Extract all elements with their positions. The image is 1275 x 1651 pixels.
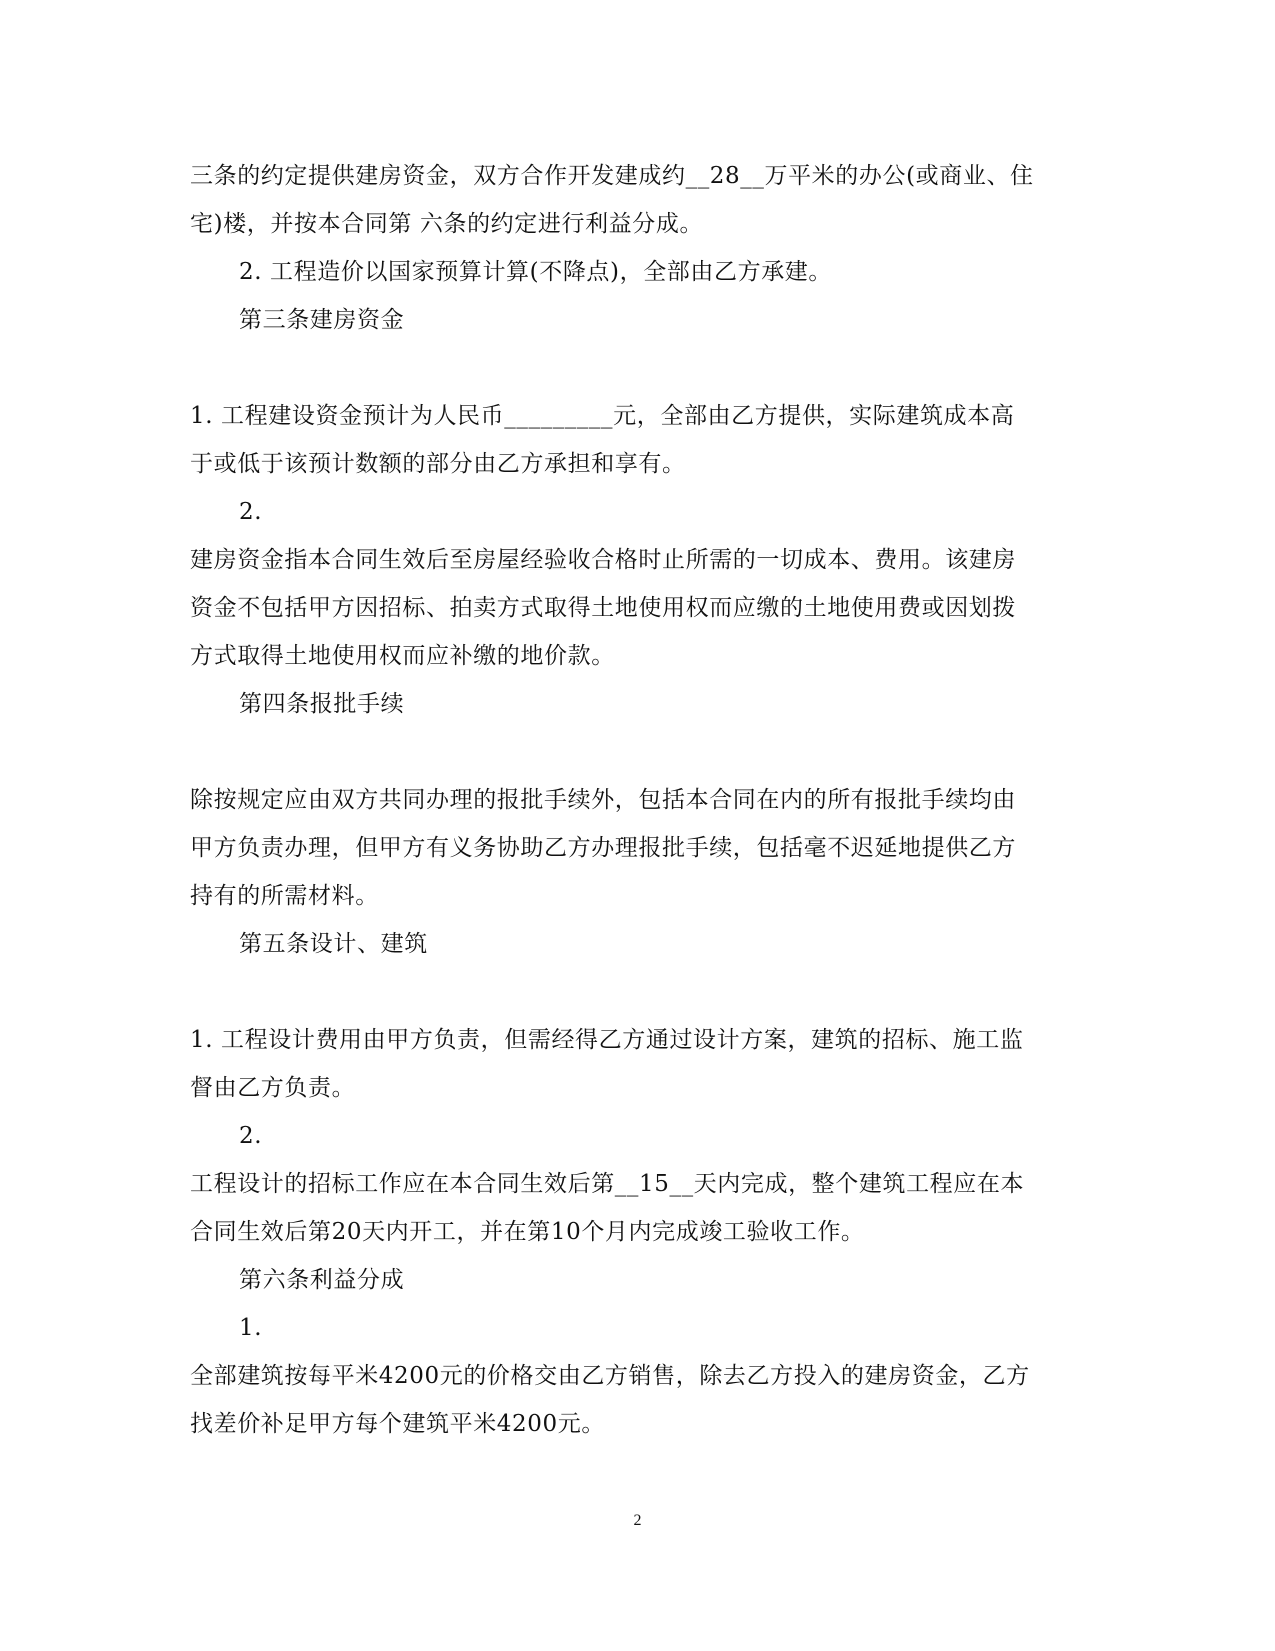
paragraph-line: 持有的所需材料。 — [190, 883, 379, 909]
clause-number: 2. — [239, 1123, 263, 1149]
paragraph-line: 建房资金指本合同生效后至房屋经验收合格时止所需的一切成本、费用。该建房 — [190, 547, 1016, 573]
paragraph-line: 合同生效后第20天内开工，并在第10个月内完成竣工验收工作。 — [190, 1219, 865, 1245]
section-heading: 第五条设计、建筑 — [239, 931, 428, 957]
clause-number: 1. — [239, 1315, 263, 1341]
paragraph-line: 宅)楼，并按本合同第 六条的约定进行利益分成。 — [190, 211, 704, 237]
paragraph-line: 找差价补足甲方每个建筑平米4200元。 — [190, 1411, 605, 1437]
blank-line — [190, 728, 1070, 776]
paragraph-line: 工程设计的招标工作应在本合同生效后第__15__天内完成，整个建筑工程应在本 — [190, 1171, 1025, 1197]
paragraph-line: 甲方负责办理，但甲方有义务协助乙方办理报批手续，包括毫不迟延地提供乙方 — [190, 835, 1016, 861]
paragraph-line: 于或低于该预计数额的部分由乙方承担和享有。 — [190, 451, 686, 477]
paragraph-line: 三条的约定提供建房资金，双方合作开发建成约__28__万平米的办公(或商业、住 — [190, 163, 1034, 189]
paragraph-line: 方式取得土地使用权而应补缴的地价款。 — [190, 643, 615, 669]
blank-line — [190, 344, 1070, 392]
paragraph-line: 全部建筑按每平米4200元的价格交由乙方销售，除去乙方投入的建房资金，乙方 — [190, 1363, 1030, 1389]
paragraph-line: 督由乙方负责。 — [190, 1075, 356, 1101]
document-body — [190, 152, 1070, 1448]
paragraph-line: 资金不包括甲方因招标、拍卖方式取得土地使用权而应缴的土地使用费或因划拨 — [190, 595, 1016, 621]
clause-item: 2. 工程造价以国家预算计算(不降点)，全部由乙方承建。 — [239, 259, 833, 285]
blank-line — [190, 968, 1070, 1016]
page-number: 2 — [633, 1512, 642, 1529]
section-heading: 第六条利益分成 — [239, 1267, 405, 1293]
paragraph-line: 1. 工程建设资金预计为人民币_________元，全部由乙方提供，实际建筑成本高 — [190, 403, 1015, 429]
section-heading: 第四条报批手续 — [239, 691, 405, 717]
paragraph-line: 1. 工程设计费用由甲方负责，但需经得乙方通过设计方案，建筑的招标、施工监 — [190, 1027, 1024, 1053]
clause-number: 2. — [239, 499, 263, 525]
section-heading: 第三条建房资金 — [239, 307, 405, 333]
paragraph-line: 除按规定应由双方共同办理的报批手续外，包括本合同在内的所有报批手续均由 — [190, 787, 1016, 813]
